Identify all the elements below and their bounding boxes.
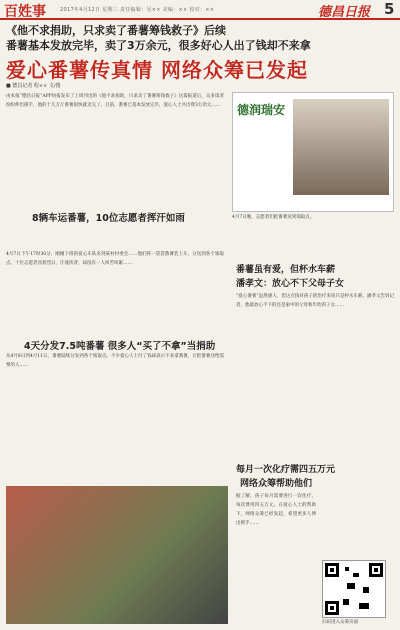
section4-sub: 网络众筹帮助他们 xyxy=(240,479,313,489)
dateline: 2017年4月12日 星期三 责任编辑：吴×× 美编：×× 校对：×× xyxy=(60,7,215,13)
headline: 爱心番薯传真情 网络众筹已发起 xyxy=(6,58,308,82)
intro-text: 由本报“德昌日报”APP快报发布了上周刊出的《他不求捐助，只求卖了番薯筹钱救子》这篇报道后，众多读者纷纷伸出援手，他的十几万斤番薯很快就卖完了。目前，番薯已基本发放完毕，爱心人士共出资3万余元…… xyxy=(6,94,224,108)
section4-title: 每月一次化疗需四五万元 xyxy=(236,465,336,475)
volunteers-photo xyxy=(6,486,228,624)
section-name: 百姓事 xyxy=(4,4,46,20)
section3-title: 番薯虽有爱，但杯水车薪 xyxy=(236,265,336,275)
section2-body: 从4月8日到4月11日，番薯陆续分发到各个领取点。不少爱心人士付了钱却表示不来拿番薯，让把番薯送给需要的人…… xyxy=(6,354,224,368)
page-number: 5 xyxy=(384,0,395,18)
subhead: 番薯基本发放完毕，卖了3万余元，很多好心人出了钱却不来拿 xyxy=(6,39,311,52)
section1-body: 4月7日下午17时30分，刚刚下班的爱心车队来到某村村委会……他们将一袋袋番薯装上车，分送到各个领取点。十位志愿者顶着烈日，汗流浃背，却没有一人叫苦叫累…… xyxy=(6,252,224,266)
section2-title: 4天分发7.5吨番薯 很多人“买了不拿”当捐助 xyxy=(24,341,216,352)
ad-photo xyxy=(293,99,389,195)
ad-name: 德润瑞安 xyxy=(237,103,286,117)
qr-code[interactable] xyxy=(322,560,386,618)
newspaper-logo: 德昌日报 xyxy=(318,5,371,20)
qr-icon xyxy=(323,561,385,617)
section3-sub: 潘孝文：放心不下父母子女 xyxy=(236,279,345,289)
section4-body: 据了解，孩子每月需要进行一次化疗，每次费用四五万元。在爱心人士的帮助下，网络众筹已经发起，希望更多人伸出援手…… xyxy=(236,494,316,526)
ad-block xyxy=(232,92,394,212)
qr-caption: 扫码进入众筹页面 xyxy=(322,620,358,625)
photo-caption: 4月7日晚，志愿者们把番薯送到领取点。 xyxy=(232,215,315,220)
section3-body: “爱心番薯”虽然感人，但这点钱对孩子的治疗来说只是杯水车薪。潘孝文告诉记者，他最放心不下的还是家中的父母和年幼的子女…… xyxy=(236,294,394,308)
byline: ■ 德昌记者 程×× 文/图 xyxy=(6,83,61,89)
kicker: 《他不求捐助，只求卖了番薯筹钱救子》后续 xyxy=(6,24,226,37)
section1-title: 8辆车运番薯，10位志愿者挥汗如雨 xyxy=(32,213,185,224)
